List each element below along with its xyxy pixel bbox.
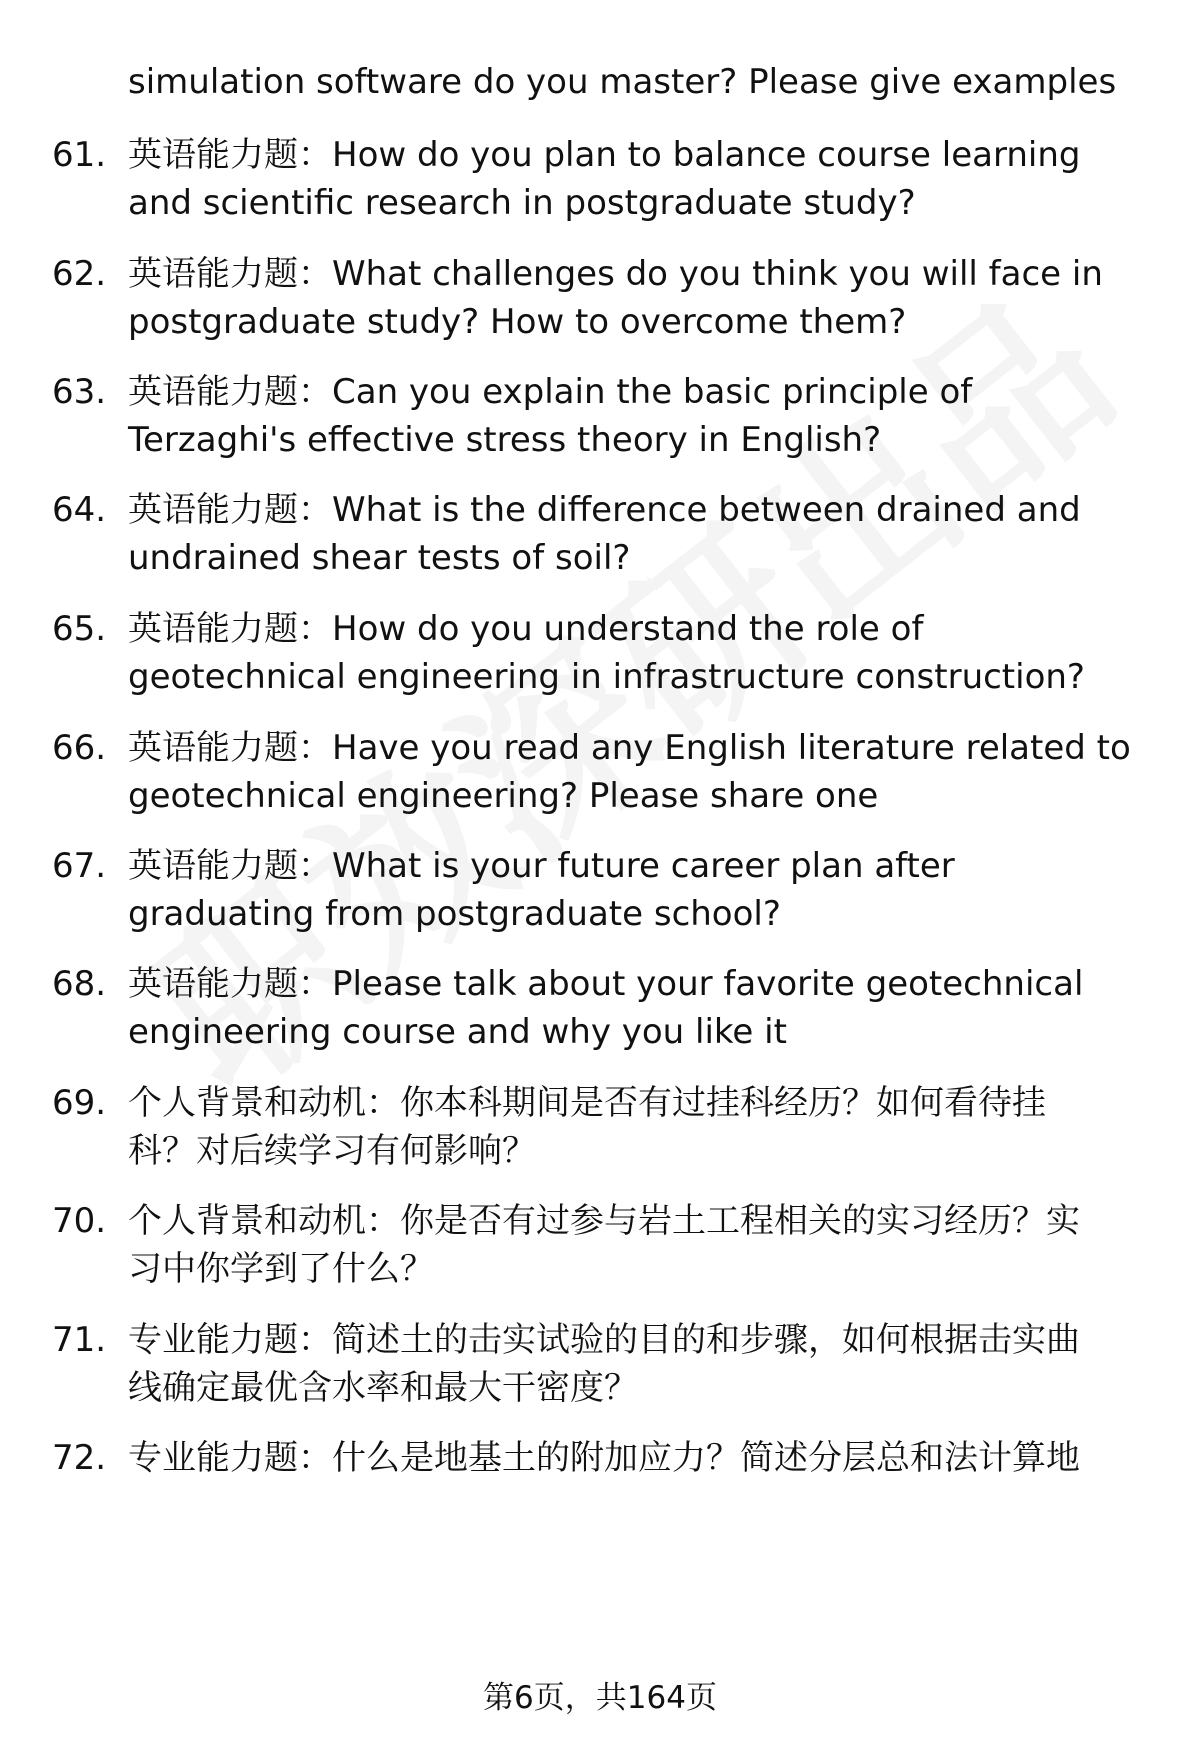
list-item [0,960,1200,1060]
item-text-line: 英语能力题：Can you explain the basic principle of [128,372,973,412]
item-text-line: 英语能力题：Please talk about your favorite geotechnical [128,964,1084,1004]
list-item [0,1434,1200,1534]
item-number: 66. [52,728,107,768]
item-number: 61. [52,135,107,175]
item-text-line: engineering course and why you like it [128,1012,787,1052]
item-text-line: geotechnical engineering? Please share one [128,776,879,816]
item-text-line: 习中你学到了什么？ [128,1249,434,1289]
item-text-line: and scientific research in postgraduate study? [128,183,916,223]
item-text-line: 英语能力题：How do you plan to balance course learning [128,135,1081,175]
list-item [0,842,1200,942]
item-text-line: 科？对后续学习有何影响？ [128,1131,536,1171]
item-number: 71. [52,1320,107,1360]
item-number: 68. [52,964,107,1004]
item-text-line: 英语能力题：What is your future career plan after [128,846,955,886]
item-text-line: 专业能力题：什么是地基土的附加应力？简述分层总和法计算地 [128,1438,1080,1478]
item-text-line: postgraduate study? How to overcome them? [128,302,907,342]
list-item [0,131,1200,231]
list-item [0,724,1200,824]
list-item [0,605,1200,705]
item-number: 69. [52,1083,107,1123]
item-number: 67. [52,846,107,886]
item-text-line: 个人背景和动机：你是否有过参与岩土工程相关的实习经历？实 [128,1201,1080,1241]
item-number: 72. [52,1438,107,1478]
page-footer: 第6页，共164页 [483,1680,717,1716]
list-item [0,1316,1200,1416]
item-text-line: 个人背景和动机：你本科期间是否有过挂科经历？如何看待挂 [128,1083,1046,1123]
list-item [0,1197,1200,1297]
list-item [0,1079,1200,1179]
item-text-line: 线确定最优含水率和最大干密度？ [128,1368,638,1408]
item-text-line: undrained shear tests of soil? [128,538,631,578]
list-item [0,486,1200,586]
list-item [0,250,1200,350]
item-text-line: 英语能力题：How do you understand the role of [128,609,924,649]
item-text-line: graduating from postgraduate school? [128,894,781,934]
item-number: 70. [52,1201,107,1241]
item-number: 65. [52,609,107,649]
item-text-line: Terzaghi's effective stress theory in English? [128,420,882,460]
item-text-line: 英语能力题：Have you read any English literature related to [128,728,1131,768]
list-item [0,368,1200,468]
item-number: 63. [52,372,107,412]
item-text-line: 英语能力题：What is the difference between drained and [128,490,1081,530]
item-text-line: geotechnical engineering in infrastructure construction? [128,657,1085,697]
item-text-line: 专业能力题：简述土的击实试验的目的和步骤，如何根据击实曲 [128,1320,1080,1360]
item-number: 64. [52,490,107,530]
item-text-line: 英语能力题：What challenges do you think you will face in [128,254,1103,294]
continuation-text: simulation software do you master? Please give examples [128,62,1117,102]
item-number: 62. [52,254,107,294]
